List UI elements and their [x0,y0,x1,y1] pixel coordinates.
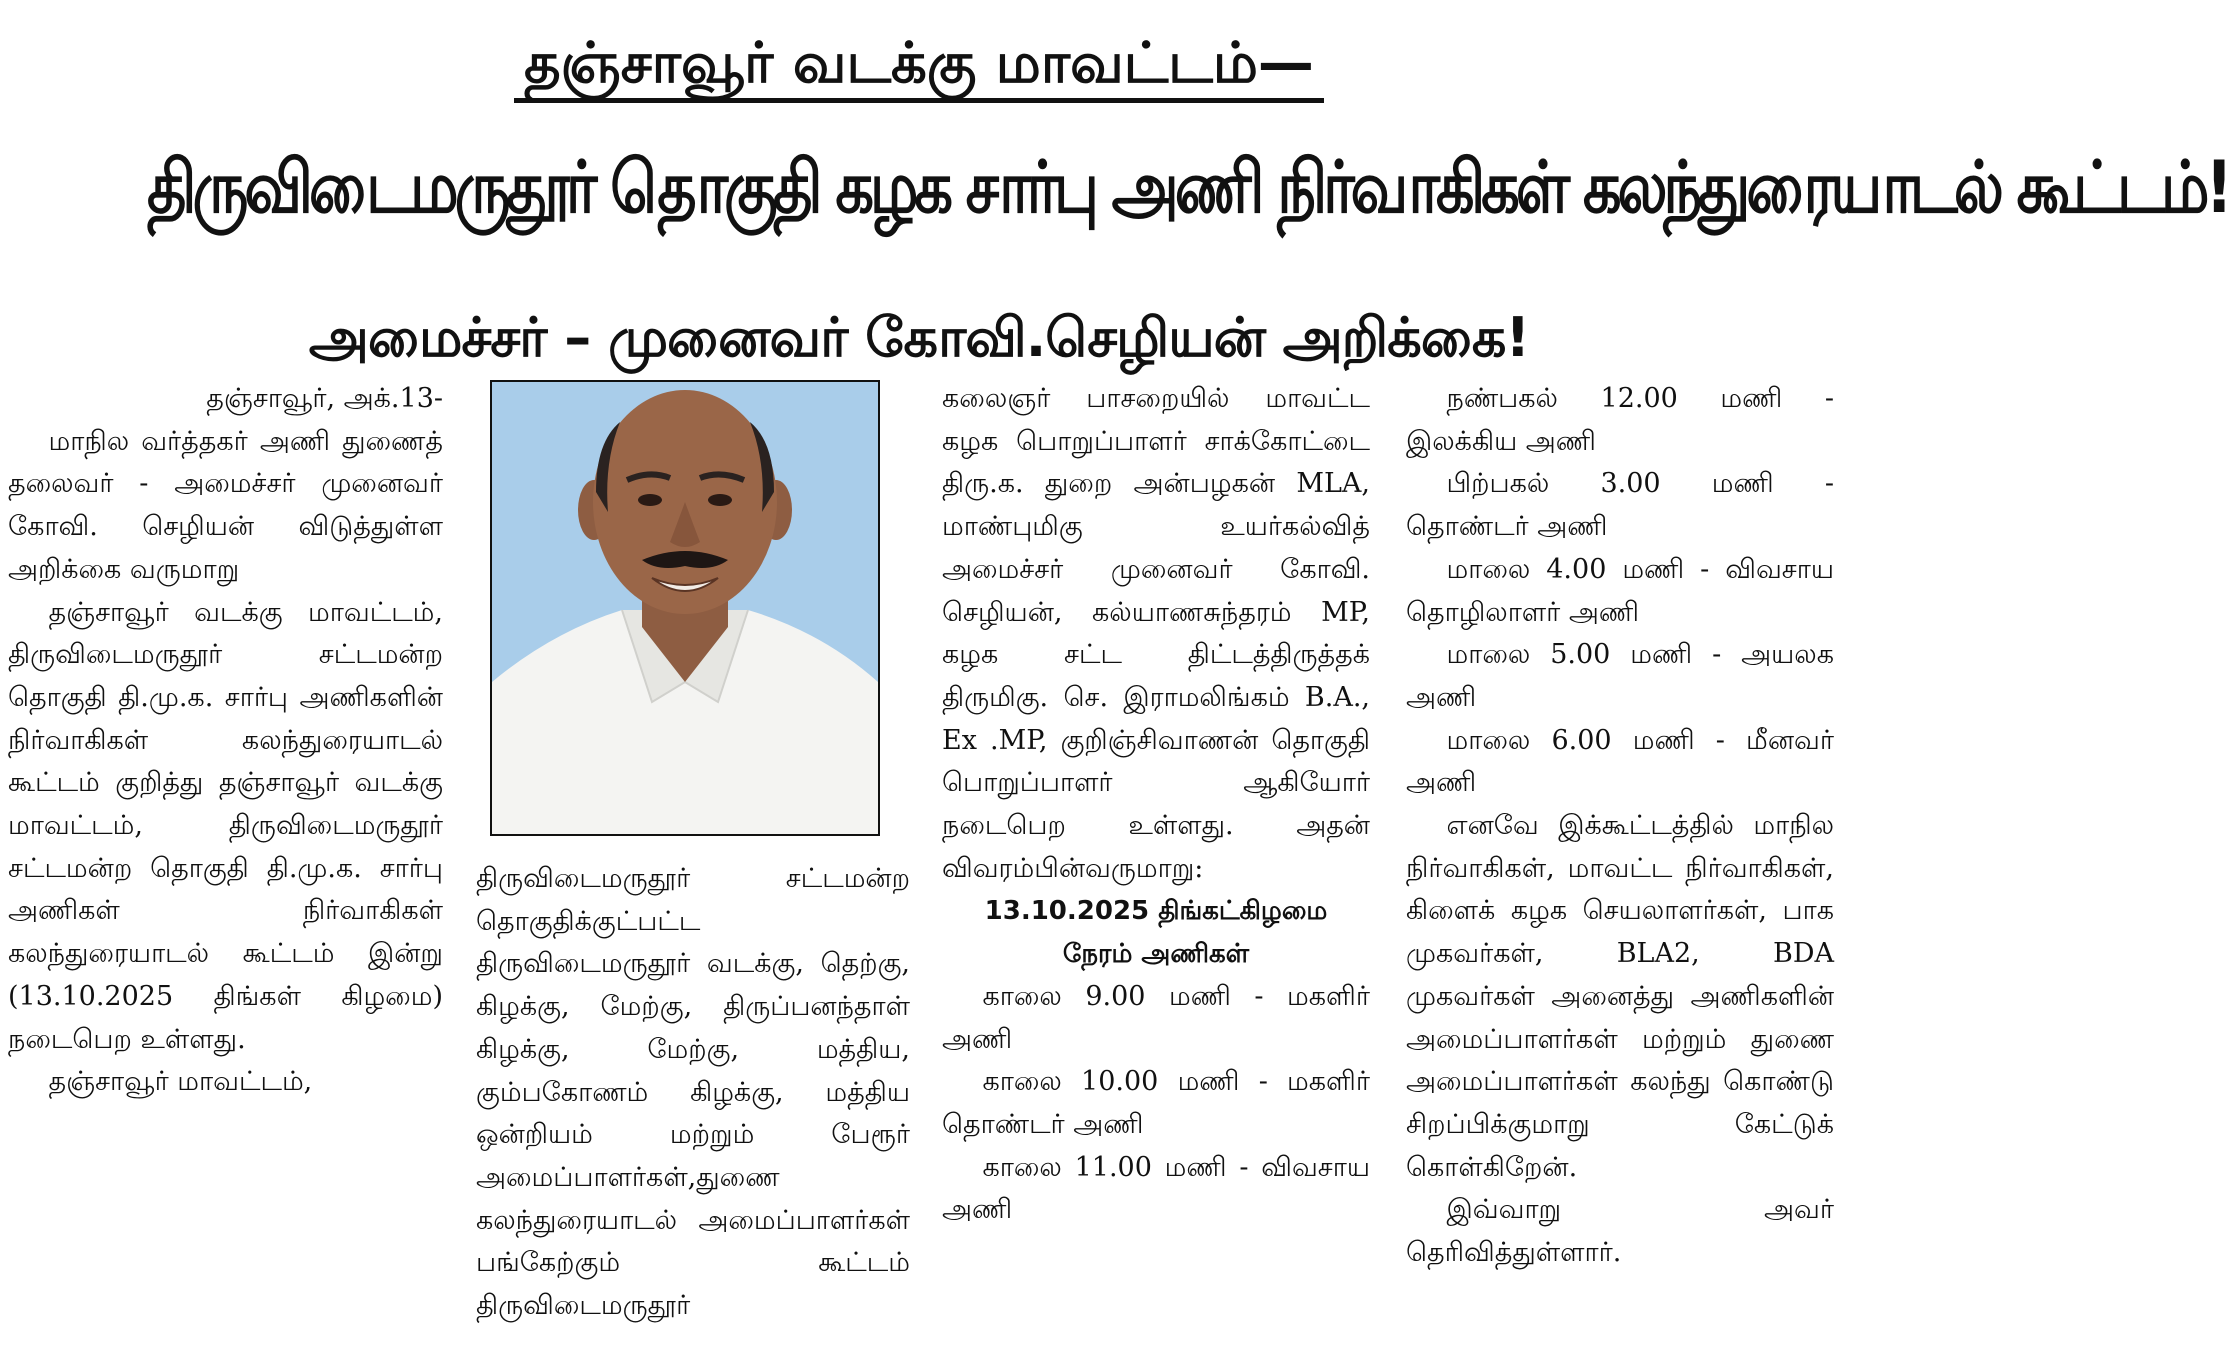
schedule-item: மாலை 5.00 மணி - அயலக அணி [1406,639,1834,713]
article-column-2 [476,858,910,1358]
schedule-item: பிற்பகல் 3.00 மணி - தொண்டர் அணி [1406,468,1834,543]
kicker-text: தஞ்சாவூர் வடக்கு மாவட்டம்— [514,31,1324,103]
paragraph: தஞ்சாவூர் வடக்கு மாவட்டம், திருவிடைமருதூர் சட்டமன்ற தொகுதி தி.மு.க. சார்பு அணிகளின் நிர்வாகிகள் கலந்துரையாடல் கூட்டம் குறித்து தஞ்சாவூர் வடக்கு மாவட்டம், திருவிடைமருதூர் சட்டமன்ற தொகுதி தி.மு.க. சார்பு அணிகள் நிர்வாகிகள் கலந்துரையாடல் கூட்டம் இன்று (13.10.2025 திங்கள் கிழமை) நடைபெற உள்ளது. [8,596,443,1055]
article-column-4 [1406,378,1834,1358]
paragraph: கலைஞர் பாசறையில் மாவட்ட கழக பொறுப்பாளர் சாக்கோட்டை திரு.க. துறை அன்பழகன் MLA, மாண்புமிகு உயர்கல்வித் அமைச்சர் முனைவர் கோவி. செழியன், கல்யாணசுந்தரம் MP, கழக சட்ட திட்டத்திருத்தக் திருமிகு. செ. இராமலிங்கம் B.A., Ex .MP, குறிஞ்சிவாணன் தொகுதி பொறுப்பாளர் ஆகியோர் நடைபெற உள்ளது. அதன் விவரம்பின்வருமாறு: [942,383,1370,884]
article-column-3 [942,378,1370,1358]
headline: திருவிடைமருதூர் தொகுதி கழக சார்பு அணி நிர்வாகிகள் கலந்துரையாடல் கூட்டம்! [147,145,2229,229]
schedule-item: மாலை 4.00 மணி - விவசாய தொழிலாளர் அணி [1406,553,1834,628]
schedule-date: 13.10.2025 திங்கட்கிழமை [984,896,1328,927]
schedule-header: நேரம் அணிகள் [1062,939,1250,970]
subheadline: அமைச்சர் – முனைவர் கோவி.செழியன் அறிக்கை! [308,306,1530,369]
dateline: தஞ்சாவூர், அக்.13- [206,383,443,414]
schedule-item: காலை 11.00 மணி - விவசாய அணி [942,1151,1370,1226]
signoff: இவ்வாறு அவர் தெரிவித்துள்ளார். [1406,1194,1834,1269]
article-column-1 [8,378,443,1358]
paragraph: திருவிடைமருதூர் சட்டமன்ற தொகுதிக்குட்பட்ட திருவிடைமருதூர் வடக்கு, தெற்கு, கிழக்கு, மேற்கு, திருப்பனந்தாள் கிழக்கு, மேற்கு, மத்திய, கும்பகோணம் கிழக்கு, மத்திய ஒன்றியம் மற்றும் பேரூர் அமைப்பாளர்கள்,துணை கலந்துரையாடல் அமைப்பாளர்கள் பங்கேற்கும் கூட்டம் திருவிடைமருதூர் [476,863,910,1322]
portrait-illustration [492,382,878,834]
schedule-item: மாலை 6.00 மணி - மீனவர் அணி [1406,724,1834,799]
paragraph: தஞ்சாவூர் மாவட்டம், [48,1066,313,1098]
portrait-photo [490,380,880,836]
schedule-item: நண்பகல் 12.00 மணி - இலக்கிய அணி [1406,383,1834,457]
schedule-item: காலை 10.00 மணி - மகளிர் தொண்டர் அணி [942,1066,1370,1140]
paragraph: மாநில வர்த்தகர் அணி துணைத் தலைவர் - அமைச்சர் முனைவர் கோவி. செழியன் விடுத்துள்ள அறிக்கை வருமாறு [8,425,443,585]
paragraph: எனவே இக்கூட்டத்தில் மாநில நிர்வாகிகள், மாவட்ட நிர்வாகிகள், கிளைக் கழக செயலாளர்கள், பாக முகவர்கள், BLA2, BDA முகவர்கள் அனைத்து அணிகளின் அமைப்பாளர்கள் மற்றும் துணை அமைப்பாளர்கள் கலந்து கொண்டு சிறப்பிக்குமாறு கேட்டுக் கொள்கிறேன். [1406,810,1834,1183]
schedule-item: காலை 9.00 மணி - மகளிர் அணி [942,980,1370,1055]
kicker-heading [0,28,1838,100]
